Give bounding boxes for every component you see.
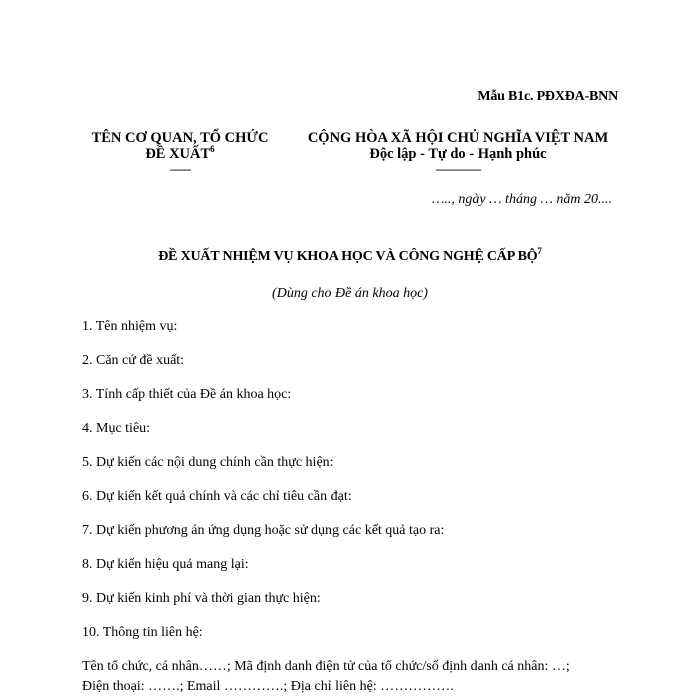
- form-item-urgency: 3. Tính cấp thiết của Đề án khoa học:: [82, 387, 292, 402]
- form-item-results: 6. Dự kiến kết quả chính và các chỉ tiêu cần đạt:: [82, 489, 352, 504]
- form-item-contact: 10. Thông tin liên hệ:: [82, 625, 203, 640]
- national-header: [284, 130, 632, 176]
- organization-name-line1: TÊN CƠ QUAN, TỔ CHỨC: [91, 130, 269, 146]
- form-item-objectives: 4. Mục tiêu:: [82, 421, 151, 436]
- national-motto: Độc lập - Tự do - Hạnh phúc: [369, 146, 547, 162]
- document-subtitle: (Dùng cho Đề án khoa học): [272, 286, 428, 301]
- contact-details: [82, 657, 662, 697]
- form-item-application: 7. Dự kiến phương án ứng dụng hoặc sử dụng các kết quả tạo ra:: [82, 523, 445, 538]
- form-item-contents: 5. Dự kiến các nội dung chính cần thực hiện:: [82, 455, 334, 470]
- footnote-ref-6: 6: [210, 144, 215, 154]
- date-line: ….., ngày … tháng … năm 20....: [431, 192, 612, 207]
- form-items: [82, 318, 642, 658]
- form-item-effectiveness: 8. Dự kiến hiệu quả mang lại:: [82, 557, 249, 572]
- form-item-basis: 2. Căn cứ đề xuất:: [82, 353, 185, 368]
- nation-name: CỘNG HÒA XÃ HỘI CHỦ NGHĨA VIỆT NAM: [307, 130, 609, 146]
- organization-header: [84, 130, 276, 176]
- form-item-budget: 9. Dự kiến kinh phí và thời gian thực hiện:: [82, 591, 321, 606]
- footnote-ref-7: 7: [537, 246, 542, 256]
- contact-line-organization: Tên tổ chức, cá nhân……; Mã định danh điện tử của tổ chức/số định danh cá nhân: …;: [82, 659, 570, 674]
- form-code: Mẫu B1c. PĐXĐA-BNN: [477, 89, 618, 104]
- organization-name-line2: ĐỀ XUẤT$^6$: [145, 144, 215, 162]
- contact-line-phone-email: Điện thoại: …….; Email ………….; Địa chỉ liên hệ: …………….: [82, 679, 454, 694]
- form-item-name: 1. Tên nhiệm vụ:: [82, 319, 178, 334]
- document-title: ĐỀ XUẤT NHIỆM VỤ KHOA HỌC VÀ CÔNG NGHỆ CẤP BỘ$^7$: [158, 246, 542, 264]
- organization-separator: -------: [169, 162, 191, 176]
- motto-separator: ---------------: [435, 162, 481, 176]
